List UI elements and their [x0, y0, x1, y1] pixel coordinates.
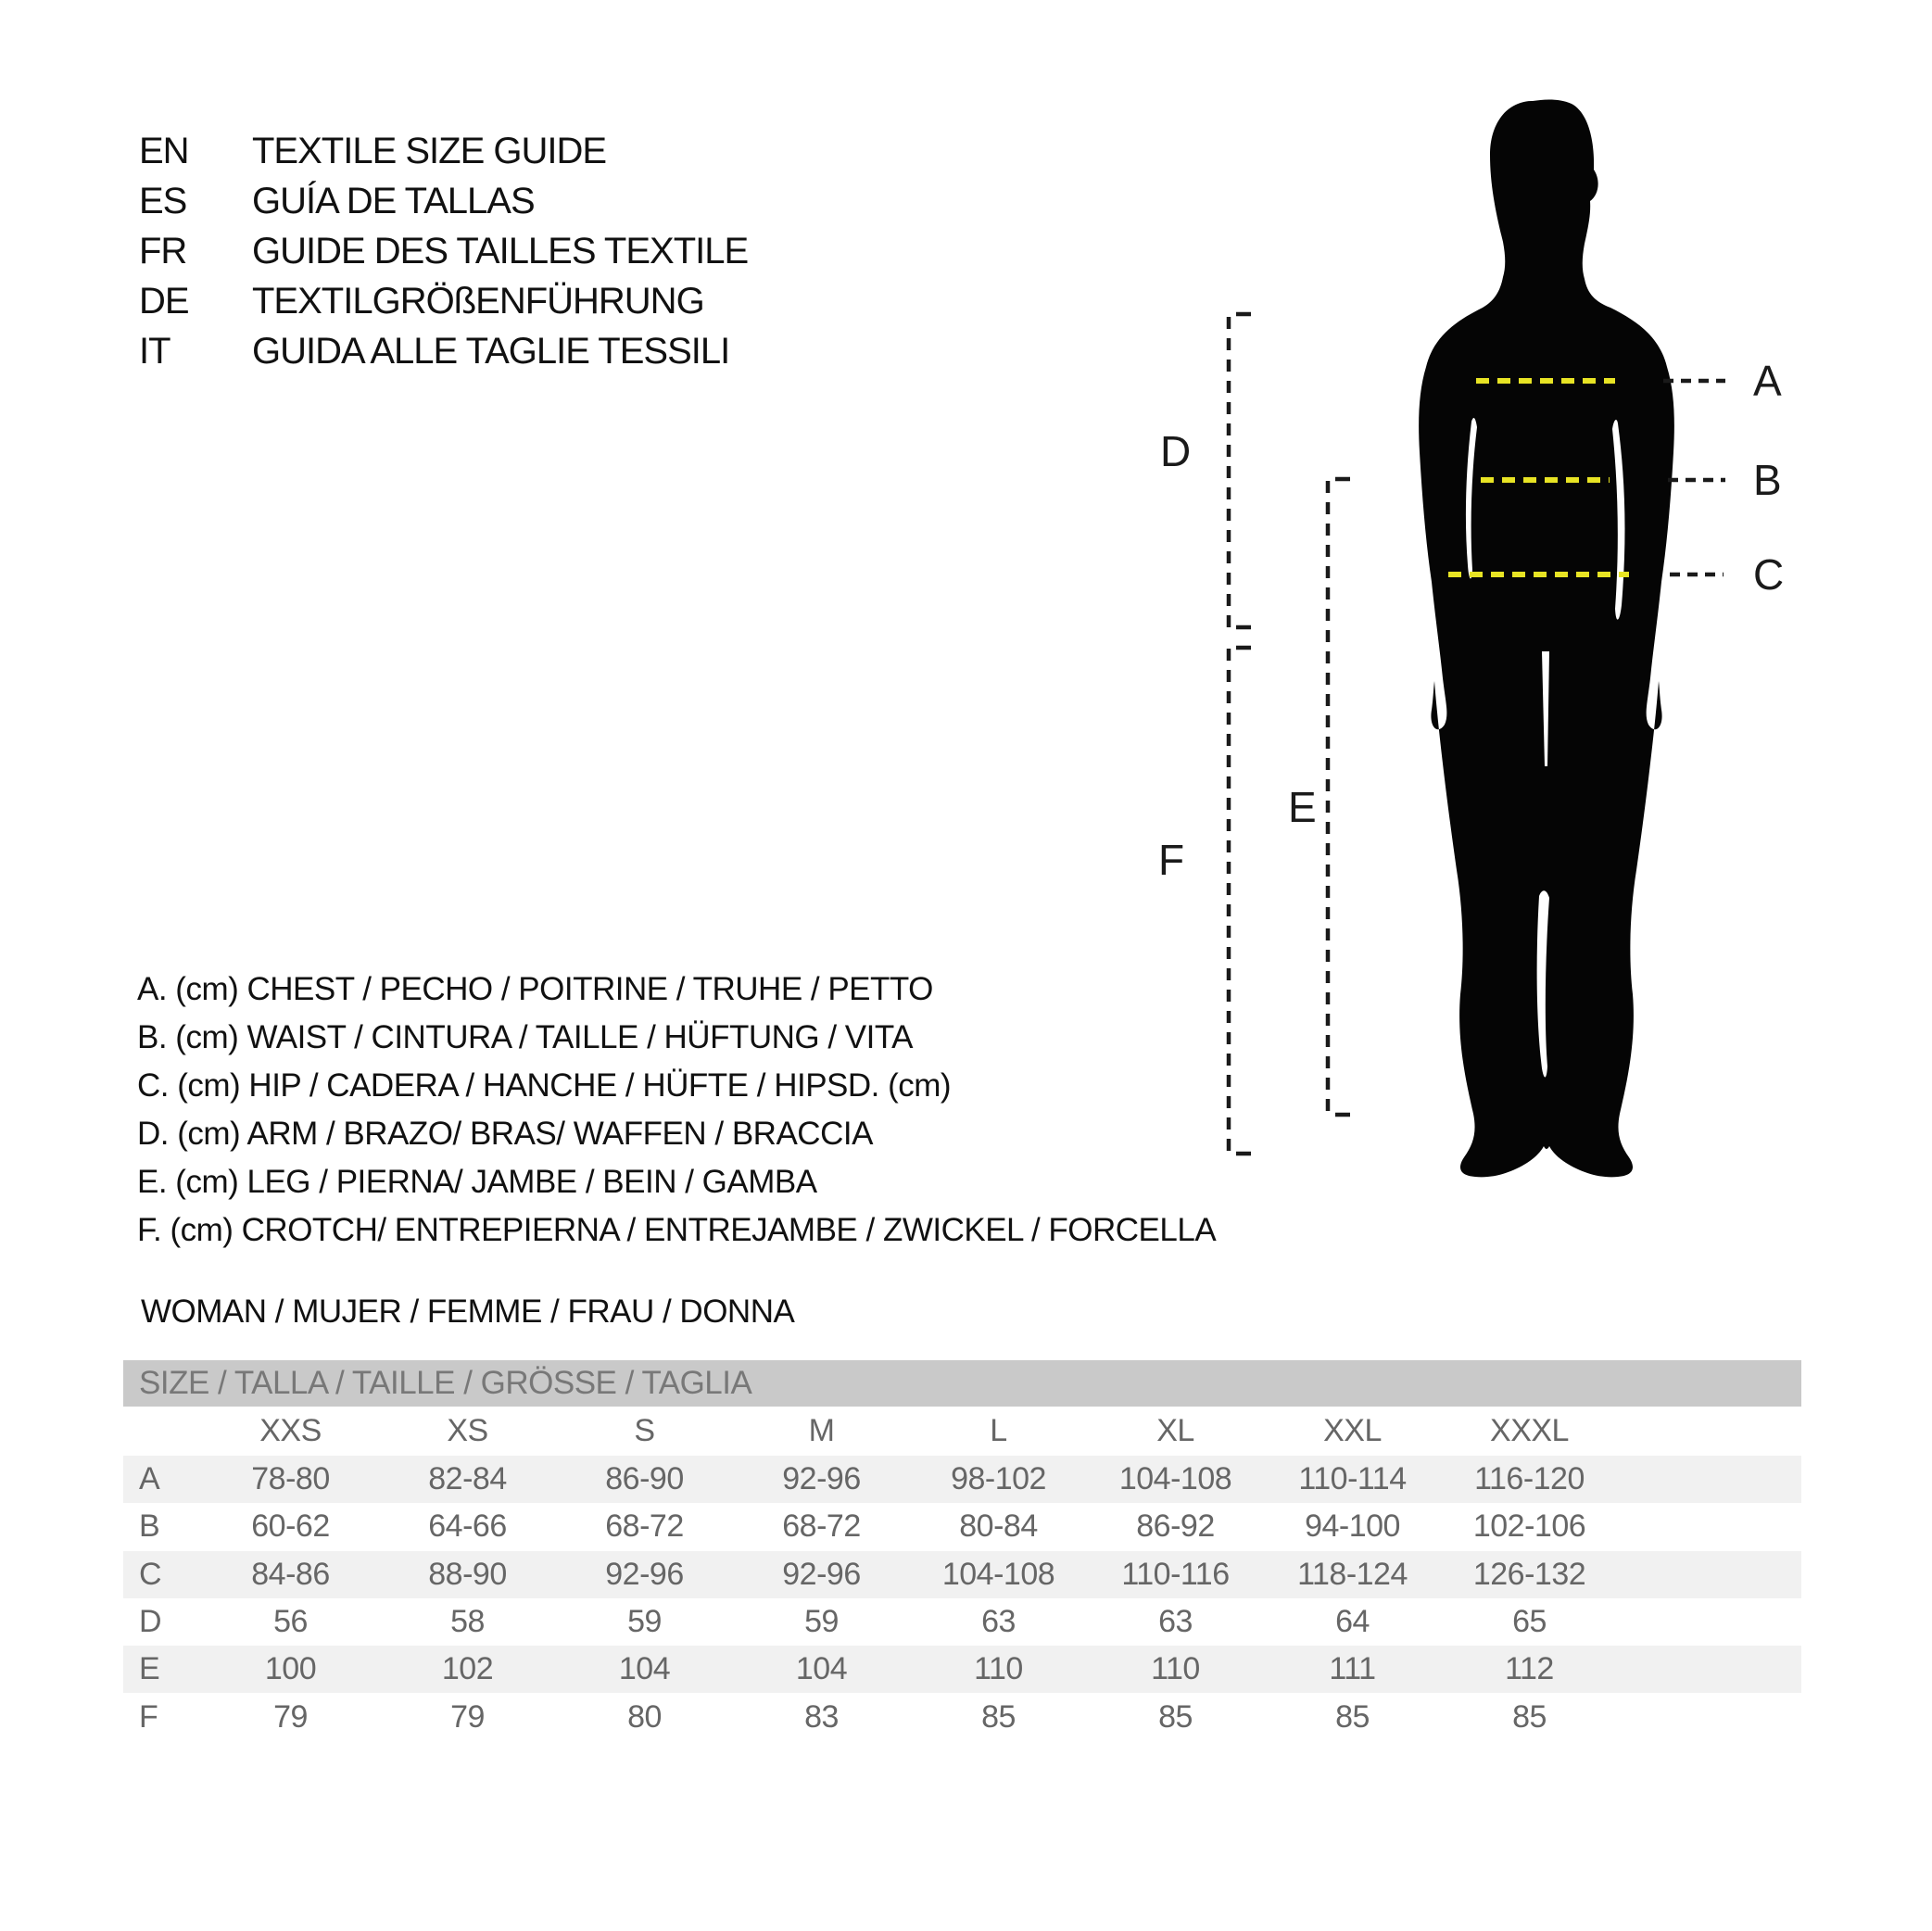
cell: 58: [450, 1604, 485, 1640]
table-row-F: [123, 1693, 1801, 1740]
table-row-C: [123, 1551, 1801, 1598]
size-table: [123, 1360, 1801, 1741]
cell: 116-120: [1474, 1461, 1585, 1497]
label-F: F: [1158, 836, 1185, 884]
cell: 104-108: [1118, 1461, 1232, 1497]
cell: 88-90: [428, 1556, 507, 1592]
lang-code: IT: [139, 330, 170, 372]
cell: 92-96: [605, 1556, 684, 1592]
lang-code: DE: [139, 280, 189, 322]
cell: 82-84: [428, 1461, 507, 1497]
arm-line-D: [1160, 314, 1251, 628]
col-header-s: S: [634, 1413, 655, 1448]
cell: 102-106: [1472, 1508, 1586, 1545]
cell: 78-80: [251, 1461, 330, 1497]
size-table-titlebar: [123, 1360, 1801, 1407]
lang-title: GUIDA ALLE TAGLIE TESSILI: [252, 330, 730, 372]
cell: 126-132: [1472, 1556, 1586, 1592]
cell: 110: [974, 1651, 1023, 1687]
label-B: B: [1753, 456, 1782, 504]
lang-code: EN: [139, 130, 189, 171]
language-title-block: [139, 126, 748, 376]
legend-item-D: D. (cm) ARM / BRAZO/ BRAS/ WAFFEN / BRACCIA: [137, 1116, 873, 1152]
cell: 112: [1505, 1651, 1554, 1687]
row-label: B: [139, 1508, 160, 1545]
leg-line-E: [1288, 479, 1350, 1117]
label-A: A: [1753, 357, 1782, 405]
legend-item-B: B. (cm) WAIST / CINTURA / TAILLE / HÜFTUNG / VITA: [137, 1019, 913, 1055]
cell: 100: [264, 1651, 317, 1687]
cell: 104: [618, 1651, 671, 1687]
cell: 84-86: [251, 1556, 330, 1592]
cell: 80-84: [959, 1508, 1038, 1545]
cell: 86-90: [605, 1461, 684, 1497]
table-row-D: [123, 1598, 1801, 1646]
cell: 86-92: [1136, 1508, 1215, 1545]
col-header-xxs: XXS: [259, 1413, 322, 1448]
cell: 59: [627, 1604, 662, 1640]
cell: 56: [273, 1604, 308, 1640]
lang-row-de: [139, 276, 748, 326]
lang-title: TEXTILE SIZE GUIDE: [252, 130, 607, 171]
cell: 85: [1335, 1698, 1370, 1735]
cell: 85: [1512, 1698, 1547, 1735]
cell: 63: [1158, 1604, 1193, 1640]
row-label: C: [139, 1556, 162, 1592]
label-C: C: [1753, 550, 1785, 599]
col-header-xs: XS: [447, 1413, 488, 1448]
row-label: D: [139, 1604, 162, 1640]
cell: 83: [804, 1698, 839, 1735]
lang-code: ES: [139, 180, 187, 221]
cell: 94-100: [1305, 1508, 1400, 1545]
lang-title: GUIDE DES TAILLES TEXTILE: [252, 230, 749, 271]
legend-item-F: F. (cm) CROTCH/ ENTREPIERNA / ENTREJAMBE / ZWICKEL / FORCELLA: [137, 1212, 1217, 1248]
table-row-B: [123, 1503, 1801, 1550]
size-table-title: SIZE / TALLA / TAILLE / GRÖSSE / TAGLIA: [139, 1365, 752, 1401]
gender-heading: WOMAN / MUJER / FEMME / FRAU / DONNA: [141, 1294, 795, 1330]
cell: 104-108: [941, 1556, 1055, 1592]
lang-row-en: [139, 126, 748, 176]
cell: 59: [804, 1604, 839, 1640]
lang-title: TEXTILGRÖßENFÜHRUNG: [252, 280, 704, 322]
cell: 85: [981, 1698, 1016, 1735]
cell: 92-96: [782, 1556, 861, 1592]
table-row-A: [123, 1456, 1801, 1503]
row-label: F: [139, 1698, 158, 1735]
woman-silhouette-diagram: [1140, 74, 1932, 1242]
legend-item-E: E. (cm) LEG / PIERNA/ JAMBE / BEIN / GAMBA: [137, 1164, 817, 1200]
cell: 104: [795, 1651, 848, 1687]
label-D: D: [1160, 427, 1192, 475]
col-header-l: L: [990, 1413, 1007, 1448]
lang-row-it: [139, 326, 748, 376]
cell: 79: [450, 1698, 485, 1735]
cell: 102: [441, 1651, 494, 1687]
table-row-E: [123, 1646, 1801, 1693]
col-header-xl: XL: [1156, 1413, 1194, 1448]
col-header-xxxl: XXXL: [1490, 1413, 1569, 1448]
cell: 60-62: [251, 1508, 330, 1545]
legend-item-C: C. (cm) HIP / CADERA / HANCHE / HÜFTE / HIPSD. (cm): [137, 1067, 952, 1104]
cell: 64-66: [428, 1508, 507, 1545]
cell: 110-116: [1121, 1556, 1230, 1592]
measurement-legend: [137, 966, 1216, 1255]
col-header-m: M: [808, 1413, 835, 1448]
size-columns-row: [123, 1407, 1801, 1456]
cell: 80: [627, 1698, 662, 1735]
row-label: A: [139, 1461, 160, 1497]
cell: 111: [1329, 1651, 1376, 1687]
cell: 79: [273, 1698, 308, 1735]
cell: 85: [1158, 1698, 1193, 1735]
lang-row-fr: [139, 226, 748, 276]
col-header-xxl: XXL: [1323, 1413, 1382, 1448]
lang-code: FR: [139, 230, 187, 271]
cell: 68-72: [782, 1508, 861, 1545]
cell: 68-72: [605, 1508, 684, 1545]
legend-item-A: A. (cm) CHEST / PECHO / POITRINE / TRUHE / PETTO: [137, 971, 933, 1007]
lang-title: GUÍA DE TALLAS: [252, 180, 535, 221]
cell: 110-114: [1298, 1461, 1407, 1497]
lang-row-es: [139, 176, 748, 226]
row-label: E: [139, 1651, 160, 1687]
cell: 64: [1335, 1604, 1370, 1640]
cell: 65: [1512, 1604, 1547, 1640]
cell: 118-124: [1297, 1556, 1408, 1592]
cell: 98-102: [951, 1461, 1046, 1497]
cell: 63: [981, 1604, 1016, 1640]
label-E: E: [1288, 783, 1317, 831]
cell: 92-96: [782, 1461, 861, 1497]
measurement-figure: [1140, 74, 1932, 1242]
cell: 110: [1151, 1651, 1200, 1687]
woman-silhouette: [1419, 99, 1674, 1177]
